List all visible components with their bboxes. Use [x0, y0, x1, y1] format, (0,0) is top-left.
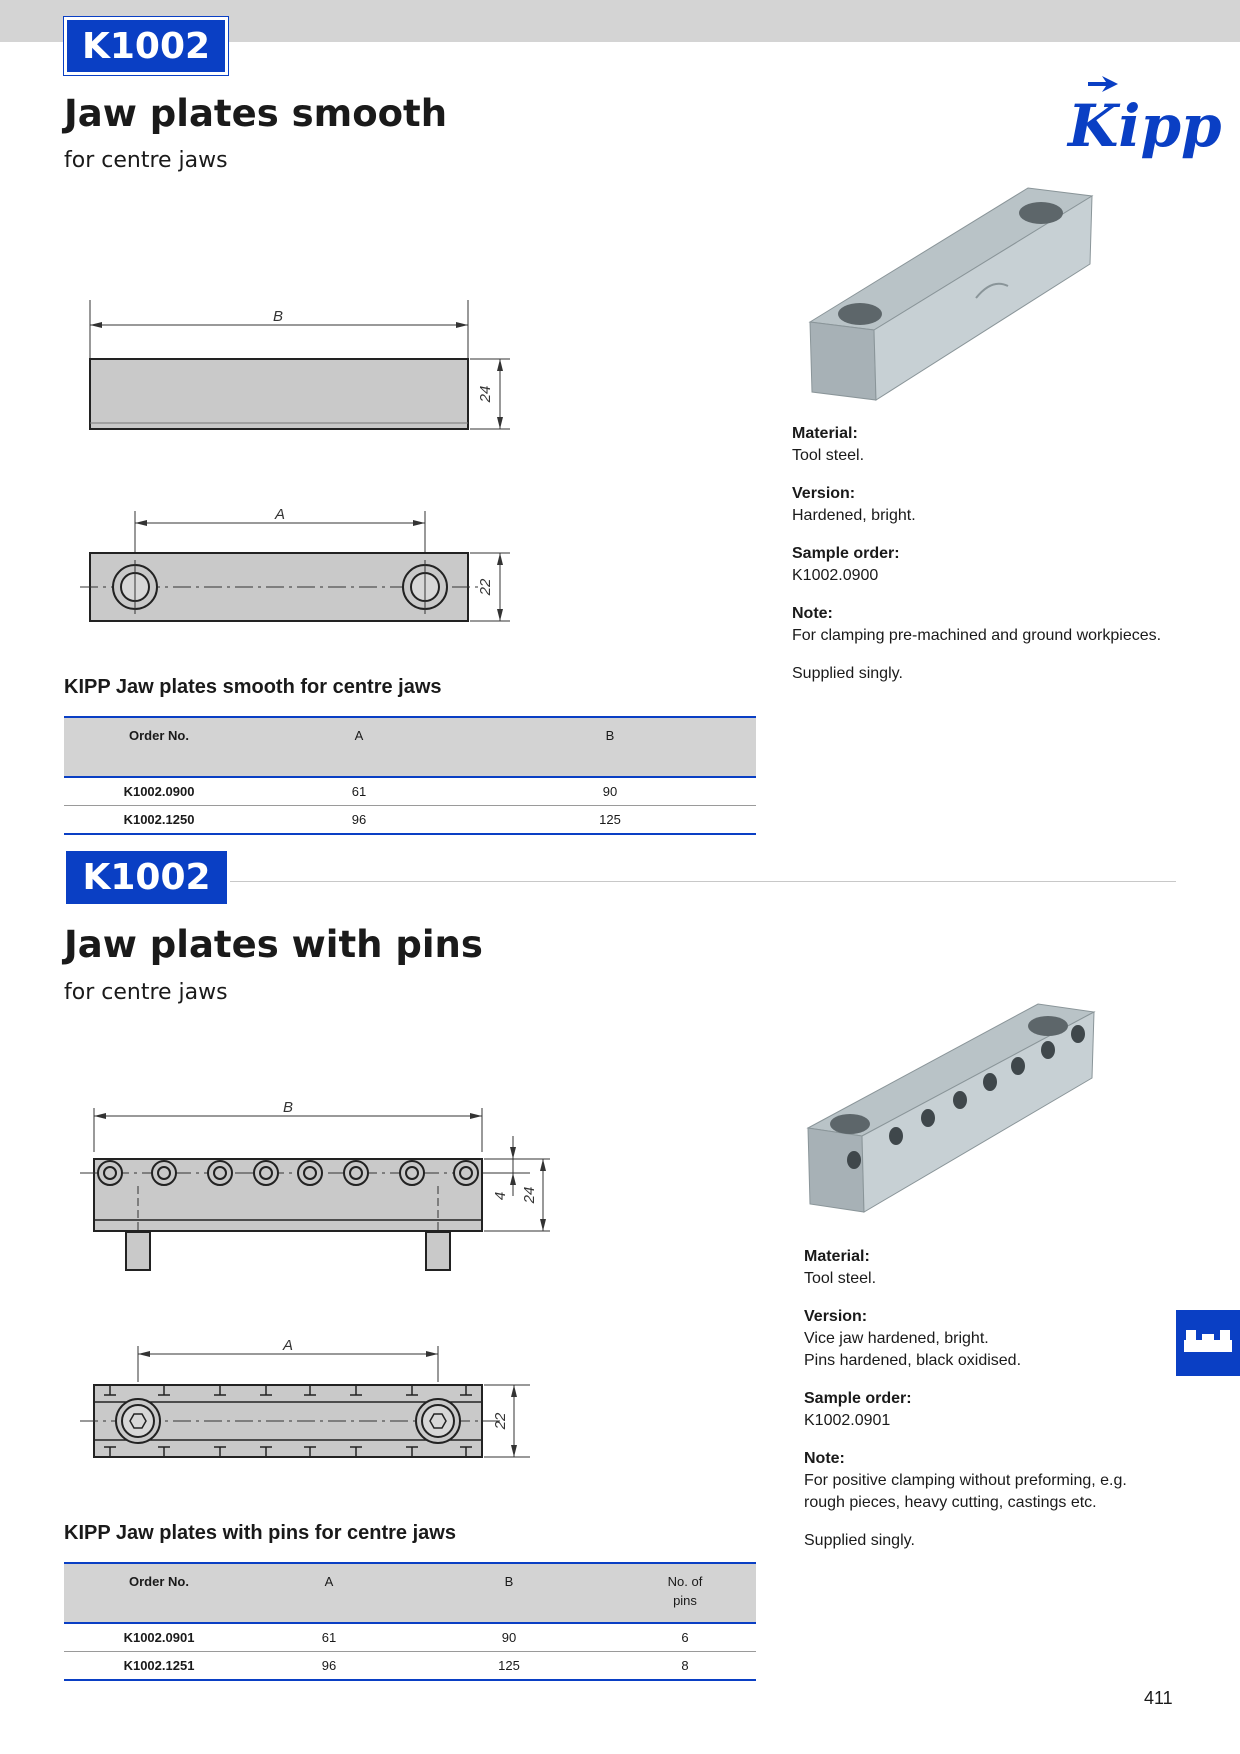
- table-header-row: [64, 717, 756, 777]
- col-header: A: [254, 717, 464, 777]
- info-value: Supplied singly.: [792, 665, 903, 682]
- info-label: Version:: [804, 1308, 868, 1325]
- info-value: Vice jaw hardened, bright.: [804, 1330, 989, 1347]
- page-subtitle: for centre jaws: [64, 148, 228, 173]
- col-header: B: [464, 717, 756, 777]
- dim-24-label: 24: [521, 1186, 538, 1204]
- product-badge: K1002: [66, 851, 227, 904]
- dim-a-label: A: [274, 506, 286, 523]
- info-value: Supplied singly.: [804, 1532, 915, 1549]
- cell: 61: [254, 1623, 404, 1652]
- product-image-smooth: [806, 186, 1096, 406]
- info-value: rough pieces, heavy cutting, castings etc.: [804, 1494, 1097, 1511]
- dim-22-label: 22: [492, 1412, 509, 1430]
- table-row: [64, 1652, 756, 1681]
- cell: 96: [254, 806, 464, 835]
- info-block: [804, 1246, 1164, 1568]
- cell: K1002.0901: [64, 1623, 254, 1652]
- table-title: KIPP Jaw plates with pins for centre jaws: [64, 1522, 456, 1544]
- cell: 125: [404, 1652, 614, 1681]
- cell: K1002.0900: [64, 777, 254, 806]
- dim-b-label: B: [282, 1099, 294, 1116]
- product-image-pins: [804, 1002, 1104, 1222]
- info-value: K1002.0901: [804, 1412, 891, 1429]
- table-row: [64, 806, 756, 835]
- info-label: Note:: [792, 605, 833, 622]
- page-title: Jaw plates smooth: [64, 92, 448, 135]
- dim-22-label: 22: [477, 578, 494, 596]
- info-label: Material:: [804, 1248, 870, 1265]
- col-header: A: [254, 1563, 404, 1623]
- info-label: Sample order:: [792, 545, 900, 562]
- data-table: [64, 716, 756, 835]
- dim-a-label: A: [282, 1337, 294, 1354]
- info-label: Version:: [792, 485, 856, 502]
- table-row: [64, 777, 756, 806]
- info-value: K1002.0900: [792, 567, 879, 584]
- col-header-text: No. of pins: [667, 1574, 703, 1608]
- cell: K1002.1251: [64, 1652, 254, 1681]
- section-divider: [230, 881, 1176, 882]
- info-value: For positive clamping without preforming, e.g.: [804, 1472, 1127, 1489]
- col-header: Order No.: [64, 1563, 254, 1623]
- info-block: [792, 423, 1172, 701]
- page-number: 411: [1144, 1688, 1173, 1708]
- drawing-smooth-front: [80, 298, 520, 438]
- data-table: [64, 1562, 756, 1681]
- info-value: Tool steel.: [792, 447, 865, 464]
- cell: 90: [464, 777, 756, 806]
- cell: 96: [254, 1652, 404, 1681]
- col-header: Order No.: [64, 717, 254, 777]
- col-header: B: [404, 1563, 614, 1623]
- kipp-logo: [1066, 74, 1222, 160]
- table-header-row: [64, 1563, 756, 1623]
- logo-text: Kipp: [1068, 92, 1222, 160]
- dim-b-label: B: [272, 308, 284, 325]
- cell: 8: [614, 1652, 756, 1681]
- drawing-smooth-plan: [80, 498, 520, 628]
- side-tab[interactable]: [1176, 1310, 1240, 1376]
- info-label: Note:: [804, 1450, 845, 1467]
- info-value: Pins hardened, black oxidised.: [804, 1352, 1022, 1369]
- product-badge: K1002: [64, 17, 228, 75]
- drawing-pins-front: [80, 1092, 560, 1292]
- info-value: For clamping pre-machined and ground workpieces.: [792, 627, 1162, 644]
- info-value: Tool steel.: [804, 1270, 877, 1287]
- cell: 90: [404, 1623, 614, 1652]
- dim-24-label: 24: [477, 385, 494, 403]
- section-title: Jaw plates with pins: [64, 923, 483, 966]
- cell: K1002.1250: [64, 806, 254, 835]
- col-header: [614, 1563, 756, 1623]
- drawing-pins-plan: [80, 1332, 540, 1462]
- section-subtitle: for centre jaws: [64, 980, 228, 1005]
- info-value: Hardened, bright.: [792, 507, 916, 524]
- vice-jaw-icon: [1176, 1310, 1240, 1376]
- info-label: Sample order:: [804, 1390, 912, 1407]
- table-row: [64, 1623, 756, 1652]
- cell: 6: [614, 1623, 756, 1652]
- info-label: Material:: [792, 425, 858, 442]
- cell: 61: [254, 777, 464, 806]
- cell: 125: [464, 806, 756, 835]
- dim-4-label: 4: [492, 1191, 509, 1201]
- table-title: KIPP Jaw plates smooth for centre jaws: [64, 676, 442, 698]
